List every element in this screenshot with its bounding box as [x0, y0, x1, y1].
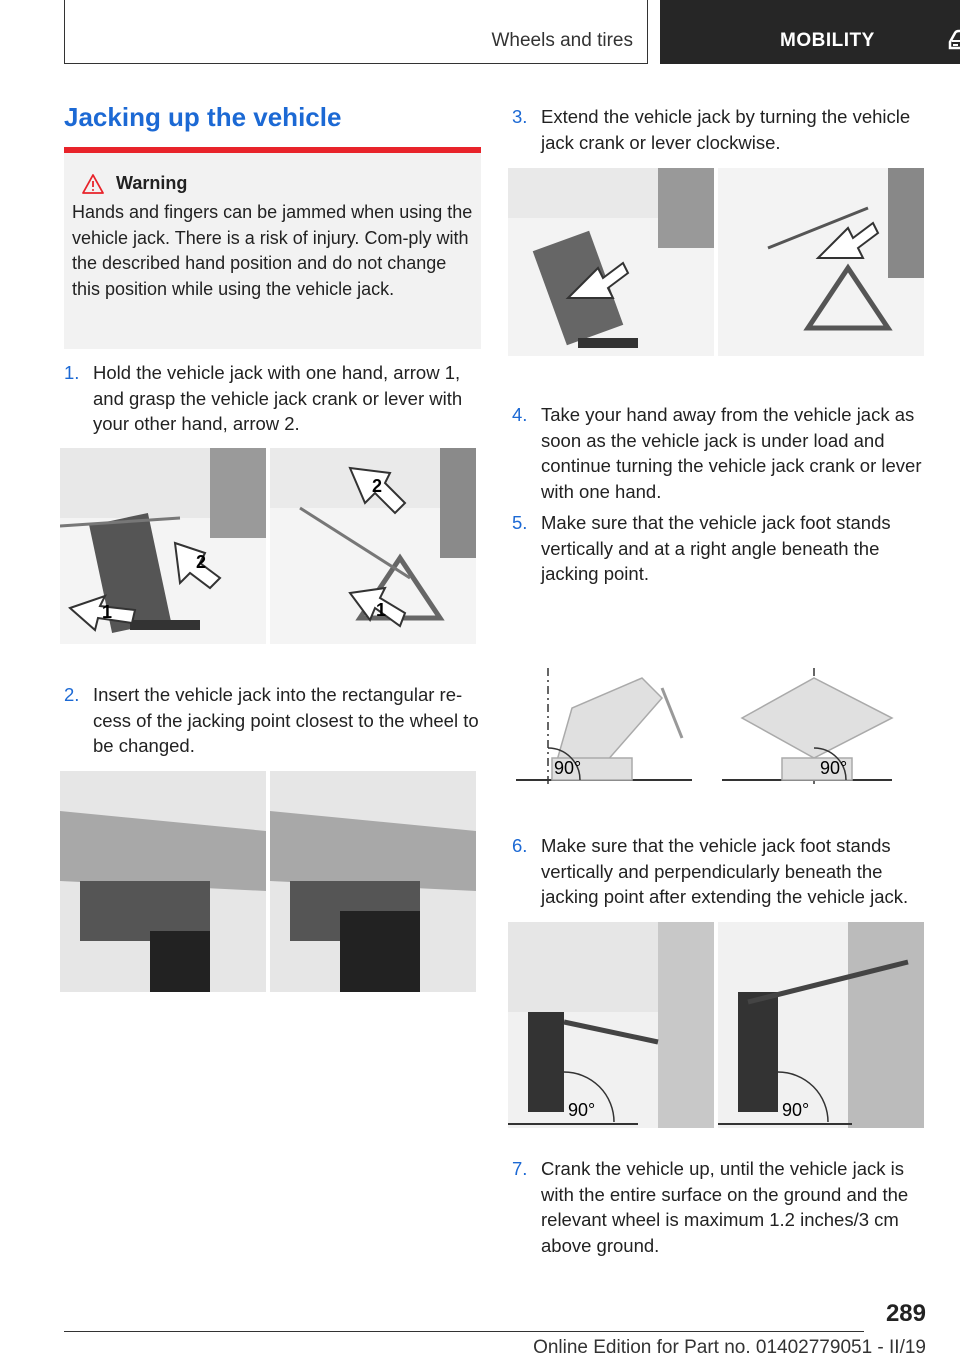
arrow-label-1b: 1: [376, 600, 387, 620]
step-number: 6.: [512, 835, 528, 856]
angle-label-right: 90°: [782, 1100, 810, 1120]
step-text: Extend the vehicle jack by turning the vehicle jack crank or lever clockwise.: [541, 106, 911, 153]
step-7: [512, 1156, 932, 1258]
chapter-tab: [660, 0, 960, 64]
warning-box: [64, 147, 481, 349]
chapter-title: MOBILITY: [780, 30, 875, 51]
step-1: [64, 360, 484, 437]
car-icon: [946, 28, 960, 52]
page-title: Jacking up the vehicle: [64, 102, 342, 132]
figure-insert-jack: [60, 771, 476, 992]
step-number: 2.: [64, 684, 80, 705]
warning-triangle-icon: [82, 174, 104, 194]
figure-extend-jack: [508, 168, 924, 356]
figure-hold-jack: [60, 448, 476, 644]
section-tab: [64, 0, 648, 64]
figure-right-angle: [512, 648, 902, 794]
step-number: 3.: [512, 106, 528, 127]
arrow-label-2b: 2: [372, 476, 383, 496]
warning-text: Hands and fingers can be jammed when using the vehicle jack. There is a risk of injury. Com‐ply with the described hand position and do not change this position while using the vehicle jack.: [72, 202, 473, 299]
warning-heading: [82, 173, 473, 194]
step-number: 7.: [512, 1158, 528, 1179]
step-4: [512, 402, 932, 504]
arrow-label-2: 2: [196, 552, 207, 572]
step-number: 1.: [64, 362, 80, 383]
step-text: Take your hand away from the vehicle jack as soon as the vehicle jack is under load and continue turning the vehicle jack crank or lever with one hand.: [541, 404, 922, 502]
step-text: Hold the vehicle jack with one hand, arrow 1, and grasp the vehicle jack crank or lever with your other hand, arrow 2.: [93, 362, 463, 434]
step-text: Crank the vehicle up, until the vehicle jack is with the entire surface on the ground and the relevant wheel is maximum 1.2 inches/3 cm above ground.: [541, 1158, 909, 1256]
step-text: Make sure that the vehicle jack foot stands vertically and at a right angle beneath the jacking point.: [541, 512, 891, 584]
edition-text: Online Edition for Part no. 01402779051 - II/19: [533, 1337, 926, 1358]
step-text: Make sure that the vehicle jack foot stands vertically and perpendicularly beneath the jacking point after extending the vehicle jack.: [541, 835, 909, 907]
step-text: Insert the vehicle jack into the rectangular re‐cess of the jacking point closest to the wheel to be changed.: [93, 684, 479, 756]
footer-divider: [64, 1331, 864, 1332]
warning-heading-text: Warning: [116, 173, 188, 193]
page-header: [64, 0, 960, 64]
angle-label-right: 90°: [820, 758, 848, 778]
step-6: [512, 833, 932, 910]
step-2: [64, 682, 484, 759]
angle-label-left: 90°: [568, 1100, 596, 1120]
angle-label-left: 90°: [554, 758, 582, 778]
section-title: Wheels and tires: [491, 30, 633, 51]
arrow-label-1: 1: [102, 602, 113, 622]
step-number: 4.: [512, 404, 528, 425]
figure-perpendicular: [508, 922, 924, 1128]
page-number: 289: [885, 1300, 926, 1327]
step-3: [512, 104, 932, 155]
step-5: [512, 510, 932, 587]
step-number: 5.: [512, 512, 528, 533]
